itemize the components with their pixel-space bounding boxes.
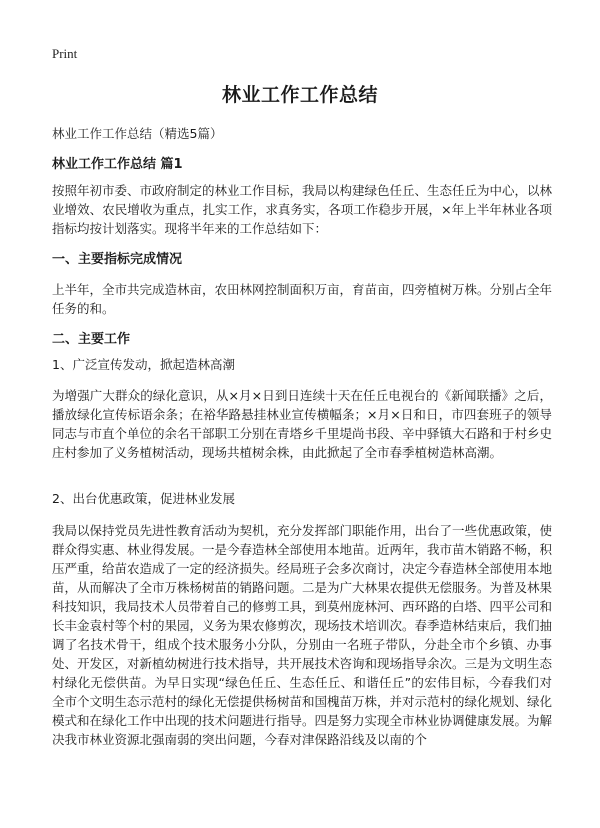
section1-heading: 一、主要指标完成情况: [52, 252, 183, 267]
section1-paragraph: 上半年，全市共完成造林亩，农田林网控制面积万亩，育苗亩，四旁植树万株。分别占全年任务的和。: [52, 282, 553, 316]
intro-paragraph: 按照年初市委、市政府制定的林业工作目标，我局以构建绿色任丘、生态任丘为中心，以林业增效、农民增收为重点，扎实工作，求真务实，各项工作稳步开展，×年上半年林业各项指标均按计划落实。现将半年来的工作总结如下：: [52, 183, 553, 236]
item1-heading: 1、广泛宣传发动，掀起造林高潮: [52, 357, 235, 372]
item2-paragraph: 我局以保持党员先进性教育活动为契机，充分发挥部门职能作用，出台了一些优惠政策，使群众得实惠、林业得发展。一是今春造林全部使用本地苗。近两年，我市苗木销路不畅，积压严重，给苗农造成了一定的经济损失。经局班子会多次商讨，决定今春造林全部使用本地苗，从而解决了全市万株杨树苗的销路问题。二是为广大林果农提供无偿服务。为普及林果科技知识，我局技术人员带着自己的修剪工具，到莫州庞林河、西环路的白塔、四平公司和长丰金袁村等个村的果园，义务为果农修剪次，现场技术培训次。春季造林结束后，我们抽调了名技术骨干，组成个技术服务小分队，分别由一名班子带队，分赴全市个乡镇、办事处、开发区，对新植幼树进行技术指导，共开展技术咨询和现场指导余次。三是为文明生态村绿化无偿供苗。为早日实现“绿色任丘、生态任丘、和谐任丘”的宏伟目标，今春我们对全市个文明生态示范村的绿化无偿提供杨树苗和国槐苗万株，并对示范村的绿化规划、绿化模式和在绿化工作中出现的技术问题进行指导。四是努力实现全市林业协调健康发展。为解决我市林业资源北强南弱的突出问题，今春对津保路沿线及以南的个: [52, 523, 553, 747]
document-title: 林业工作工作总结: [221, 84, 378, 106]
section2-heading: 二、主要工作: [52, 332, 131, 347]
item2-heading: 2、出台优惠政策，促进林业发展: [52, 491, 235, 506]
document-subtitle: 林业工作工作总结（精选5篇）: [52, 126, 223, 141]
print-link[interactable]: Print: [52, 46, 78, 61]
item1-paragraph: 为增强广大群众的绿化意识，从×月×日到日连续十天在任丘电视台的《新闻联播》之后，播放绿化宣传标语余条；在裕华路悬挂林业宣传横幅条；×月×日和日，市四套班子的领导同志与市直个单位的余名干部职工分别在青塔乡千里堤尚书段、辛中驿镇大石路和于村乡史庄村参加了义务植树活动，现场共植树余株，由此掀起了全市春季植树造林高潮。: [52, 388, 553, 460]
article-heading: 林业工作工作总结 篇1: [52, 157, 183, 172]
